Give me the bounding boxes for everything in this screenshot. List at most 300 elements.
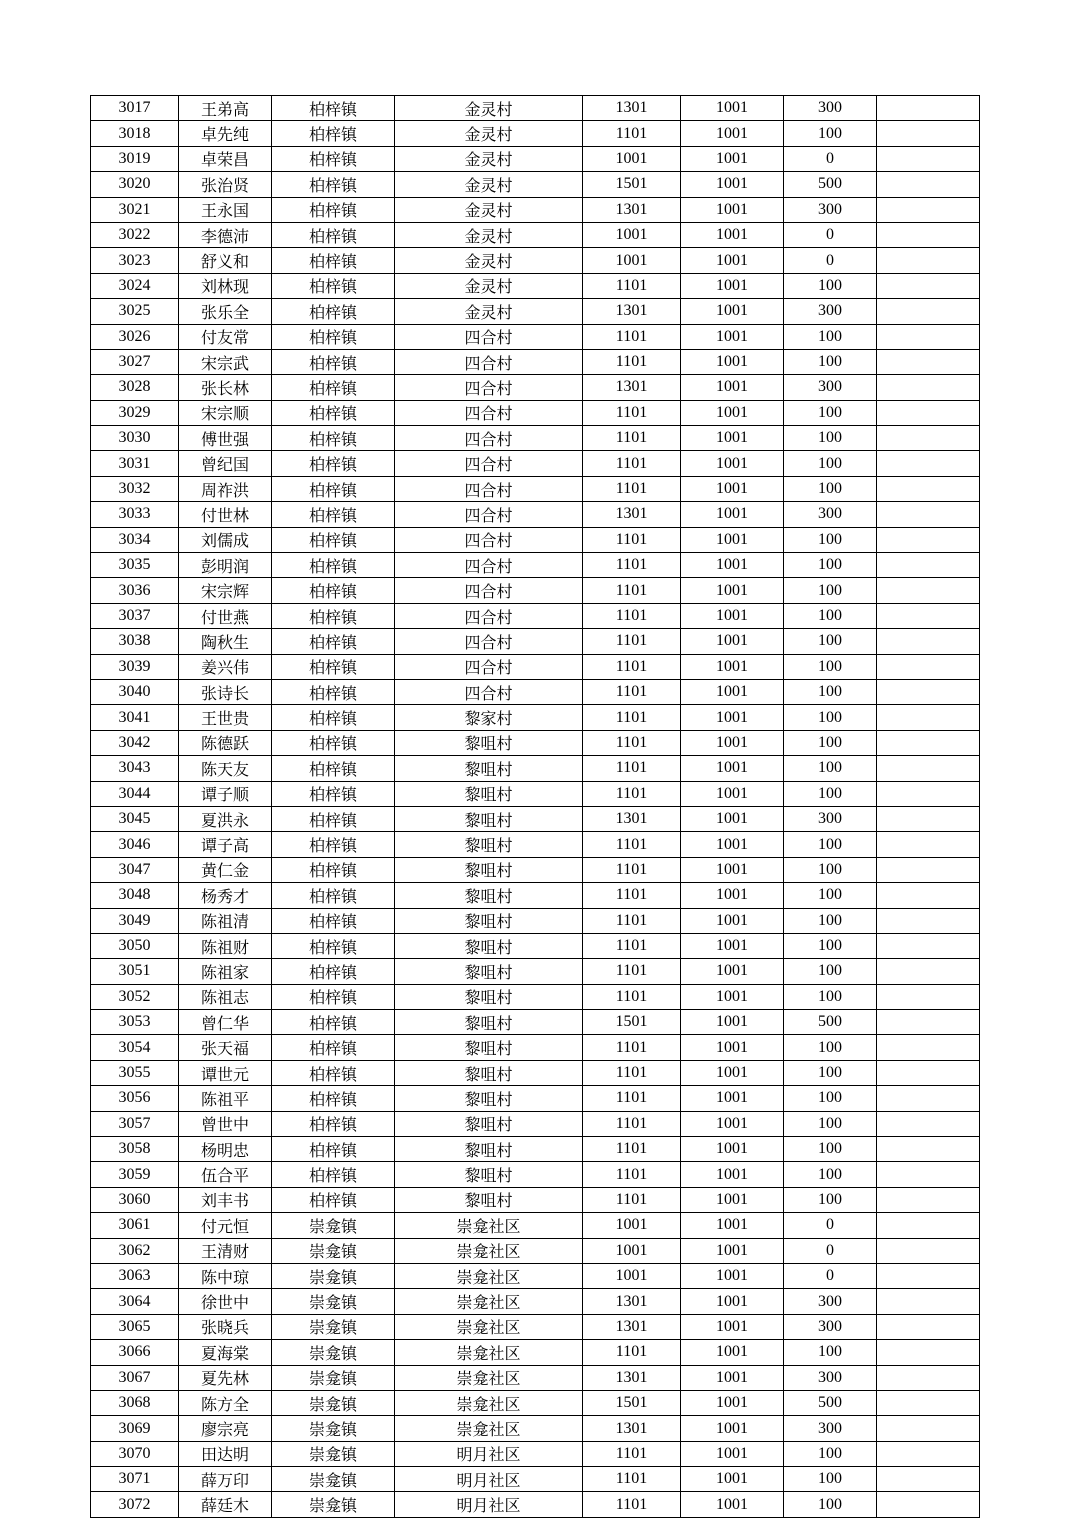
cell-town: 崇龛镇: [272, 1263, 395, 1288]
cell-town: 柏梓镇: [272, 908, 395, 933]
cell-blank: [877, 1441, 980, 1466]
cell-person-name: 张长林: [179, 375, 272, 400]
cell-amount-base: 1001: [681, 1492, 784, 1517]
cell-serial-number: 3072: [91, 1492, 179, 1517]
cell-amount-base: 1001: [681, 1137, 784, 1162]
table-row: [91, 857, 980, 882]
cell-serial-number: 3029: [91, 400, 179, 425]
cell-amount-base: 1001: [681, 679, 784, 704]
cell-amount-base: 1001: [681, 603, 784, 628]
cell-serial-number: 3066: [91, 1340, 179, 1365]
cell-person-name: 夏先林: [179, 1365, 272, 1390]
cell-town: 柏梓镇: [272, 375, 395, 400]
table-row: [91, 222, 980, 247]
cell-amount-standard: 1101: [583, 629, 681, 654]
cell-serial-number: 3067: [91, 1365, 179, 1390]
table-row: [91, 679, 980, 704]
cell-blank: [877, 172, 980, 197]
cell-blank: [877, 299, 980, 324]
cell-town: 崇龛镇: [272, 1314, 395, 1339]
cell-amount-base: 1001: [681, 908, 784, 933]
cell-amount-extra: 100: [784, 578, 877, 603]
cell-amount-standard: 1001: [583, 1263, 681, 1288]
cell-village: 黎咀村: [395, 1010, 583, 1035]
cell-person-name: 陈祖清: [179, 908, 272, 933]
table-row: [91, 705, 980, 730]
cell-village: 四合村: [395, 578, 583, 603]
cell-blank: [877, 324, 980, 349]
cell-blank: [877, 933, 980, 958]
table-row: [91, 1365, 980, 1390]
cell-amount-standard: 1001: [583, 222, 681, 247]
cell-person-name: 刘儒成: [179, 527, 272, 552]
table-row: [91, 933, 980, 958]
cell-amount-standard: 1101: [583, 1035, 681, 1060]
table-row: [91, 1111, 980, 1136]
table-row: [91, 172, 980, 197]
cell-amount-standard: 1101: [583, 1137, 681, 1162]
cell-serial-number: 3027: [91, 349, 179, 374]
cell-village: 四合村: [395, 426, 583, 451]
cell-amount-extra: 100: [784, 553, 877, 578]
cell-town: 柏梓镇: [272, 629, 395, 654]
cell-town: 柏梓镇: [272, 172, 395, 197]
cell-serial-number: 3034: [91, 527, 179, 552]
cell-village: 金灵村: [395, 248, 583, 273]
cell-blank: [877, 1390, 980, 1415]
cell-serial-number: 3036: [91, 578, 179, 603]
cell-person-name: 张乐全: [179, 299, 272, 324]
cell-amount-extra: 500: [784, 1390, 877, 1415]
cell-serial-number: 3021: [91, 197, 179, 222]
table-row: [91, 273, 980, 298]
cell-village: 四合村: [395, 679, 583, 704]
cell-amount-extra: 100: [784, 959, 877, 984]
cell-amount-extra: 300: [784, 299, 877, 324]
cell-blank: [877, 121, 980, 146]
cell-amount-base: 1001: [681, 172, 784, 197]
cell-village: 黎咀村: [395, 1060, 583, 1085]
table-row: [91, 1086, 980, 1111]
cell-person-name: 陈祖财: [179, 933, 272, 958]
cell-amount-extra: 100: [784, 832, 877, 857]
cell-village: 四合村: [395, 553, 583, 578]
cell-person-name: 杨秀才: [179, 883, 272, 908]
cell-amount-standard: 1301: [583, 502, 681, 527]
cell-amount-base: 1001: [681, 375, 784, 400]
cell-person-name: 付世燕: [179, 603, 272, 628]
cell-amount-extra: 100: [784, 857, 877, 882]
cell-town: 柏梓镇: [272, 1035, 395, 1060]
cell-village: 黎咀村: [395, 984, 583, 1009]
cell-amount-base: 1001: [681, 1289, 784, 1314]
cell-serial-number: 3059: [91, 1162, 179, 1187]
cell-amount-extra: 100: [784, 476, 877, 501]
cell-amount-base: 1001: [681, 451, 784, 476]
cell-village: 四合村: [395, 654, 583, 679]
cell-amount-extra: 100: [784, 121, 877, 146]
cell-amount-extra: 100: [784, 1060, 877, 1085]
cell-amount-base: 1001: [681, 654, 784, 679]
cell-village: 金灵村: [395, 96, 583, 121]
cell-amount-extra: 100: [784, 756, 877, 781]
cell-blank: [877, 1213, 980, 1238]
cell-amount-standard: 1101: [583, 578, 681, 603]
cell-serial-number: 3045: [91, 806, 179, 831]
cell-person-name: 傅世强: [179, 426, 272, 451]
cell-town: 柏梓镇: [272, 273, 395, 298]
cell-amount-base: 1001: [681, 1187, 784, 1212]
cell-blank: [877, 400, 980, 425]
cell-amount-extra: 500: [784, 172, 877, 197]
cell-blank: [877, 1111, 980, 1136]
table-row: [91, 654, 980, 679]
cell-person-name: 陈方全: [179, 1390, 272, 1415]
cell-amount-base: 1001: [681, 146, 784, 171]
cell-person-name: 付元恒: [179, 1213, 272, 1238]
cell-serial-number: 3050: [91, 933, 179, 958]
table-row: [91, 730, 980, 755]
cell-amount-standard: 1101: [583, 1060, 681, 1085]
cell-serial-number: 3068: [91, 1390, 179, 1415]
cell-amount-base: 1001: [681, 1416, 784, 1441]
cell-serial-number: 3018: [91, 121, 179, 146]
cell-amount-extra: 100: [784, 908, 877, 933]
table-row: [91, 1340, 980, 1365]
cell-amount-base: 1001: [681, 1263, 784, 1288]
cell-town: 崇龛镇: [272, 1340, 395, 1365]
cell-amount-extra: 300: [784, 1365, 877, 1390]
cell-amount-extra: 100: [784, 400, 877, 425]
cell-amount-standard: 1001: [583, 1238, 681, 1263]
cell-amount-base: 1001: [681, 1467, 784, 1492]
cell-blank: [877, 146, 980, 171]
cell-person-name: 宋宗武: [179, 349, 272, 374]
cell-blank: [877, 1314, 980, 1339]
cell-town: 柏梓镇: [272, 578, 395, 603]
cell-person-name: 陈德跃: [179, 730, 272, 755]
cell-amount-extra: 0: [784, 1238, 877, 1263]
cell-amount-base: 1001: [681, 832, 784, 857]
cell-amount-standard: 1101: [583, 476, 681, 501]
records-table-body: [91, 96, 980, 1518]
cell-blank: [877, 476, 980, 501]
table-row: [91, 502, 980, 527]
cell-village: 四合村: [395, 400, 583, 425]
cell-person-name: 宋宗顺: [179, 400, 272, 425]
cell-town: 柏梓镇: [272, 146, 395, 171]
cell-blank: [877, 1263, 980, 1288]
cell-amount-extra: 300: [784, 806, 877, 831]
cell-town: 崇龛镇: [272, 1441, 395, 1466]
cell-amount-base: 1001: [681, 629, 784, 654]
cell-amount-extra: 100: [784, 629, 877, 654]
cell-person-name: 薛廷木: [179, 1492, 272, 1517]
table-row: [91, 400, 980, 425]
cell-town: 崇龛镇: [272, 1365, 395, 1390]
cell-town: 柏梓镇: [272, 756, 395, 781]
cell-blank: [877, 451, 980, 476]
table-row: [91, 1441, 980, 1466]
cell-village: 金灵村: [395, 172, 583, 197]
cell-amount-extra: 100: [784, 527, 877, 552]
cell-village: 崇龛社区: [395, 1289, 583, 1314]
cell-town: 柏梓镇: [272, 1060, 395, 1085]
cell-amount-standard: 1101: [583, 730, 681, 755]
cell-blank: [877, 248, 980, 273]
cell-amount-base: 1001: [681, 1390, 784, 1415]
cell-amount-base: 1001: [681, 883, 784, 908]
cell-amount-standard: 1101: [583, 273, 681, 298]
cell-serial-number: 3047: [91, 857, 179, 882]
cell-amount-extra: 0: [784, 146, 877, 171]
cell-amount-standard: 1101: [583, 1187, 681, 1212]
cell-serial-number: 3038: [91, 629, 179, 654]
cell-town: 柏梓镇: [272, 857, 395, 882]
cell-serial-number: 3044: [91, 781, 179, 806]
cell-town: 柏梓镇: [272, 1086, 395, 1111]
cell-village: 崇龛社区: [395, 1390, 583, 1415]
cell-serial-number: 3061: [91, 1213, 179, 1238]
cell-amount-base: 1001: [681, 426, 784, 451]
cell-blank: [877, 553, 980, 578]
cell-village: 四合村: [395, 349, 583, 374]
cell-town: 崇龛镇: [272, 1492, 395, 1517]
cell-blank: [877, 1289, 980, 1314]
cell-amount-standard: 1301: [583, 299, 681, 324]
cell-person-name: 彭明润: [179, 553, 272, 578]
cell-blank: [877, 832, 980, 857]
cell-village: 黎咀村: [395, 1086, 583, 1111]
cell-amount-standard: 1101: [583, 908, 681, 933]
cell-amount-base: 1001: [681, 1340, 784, 1365]
cell-village: 金灵村: [395, 197, 583, 222]
cell-amount-base: 1001: [681, 1111, 784, 1136]
cell-amount-base: 1001: [681, 197, 784, 222]
cell-amount-base: 1001: [681, 527, 784, 552]
cell-amount-extra: 100: [784, 349, 877, 374]
cell-blank: [877, 984, 980, 1009]
cell-serial-number: 3030: [91, 426, 179, 451]
cell-person-name: 付世林: [179, 502, 272, 527]
cell-amount-extra: 100: [784, 1162, 877, 1187]
cell-town: 柏梓镇: [272, 553, 395, 578]
cell-blank: [877, 679, 980, 704]
cell-serial-number: 3055: [91, 1060, 179, 1085]
cell-serial-number: 3053: [91, 1010, 179, 1035]
cell-serial-number: 3017: [91, 96, 179, 121]
cell-blank: [877, 349, 980, 374]
cell-amount-standard: 1001: [583, 248, 681, 273]
cell-amount-standard: 1101: [583, 553, 681, 578]
cell-town: 柏梓镇: [272, 121, 395, 146]
cell-amount-standard: 1101: [583, 1162, 681, 1187]
cell-person-name: 陈祖平: [179, 1086, 272, 1111]
cell-amount-base: 1001: [681, 1010, 784, 1035]
cell-amount-base: 1001: [681, 1162, 784, 1187]
cell-town: 柏梓镇: [272, 832, 395, 857]
cell-amount-standard: 1101: [583, 959, 681, 984]
cell-village: 崇龛社区: [395, 1213, 583, 1238]
cell-amount-standard: 1301: [583, 1289, 681, 1314]
cell-amount-extra: 300: [784, 1416, 877, 1441]
cell-town: 柏梓镇: [272, 527, 395, 552]
cell-serial-number: 3046: [91, 832, 179, 857]
cell-town: 柏梓镇: [272, 1010, 395, 1035]
cell-amount-base: 1001: [681, 476, 784, 501]
cell-village: 崇龛社区: [395, 1238, 583, 1263]
cell-serial-number: 3056: [91, 1086, 179, 1111]
cell-amount-base: 1001: [681, 1441, 784, 1466]
cell-blank: [877, 1238, 980, 1263]
table-row: [91, 349, 980, 374]
table-row: [91, 1035, 980, 1060]
cell-town: 柏梓镇: [272, 324, 395, 349]
cell-serial-number: 3019: [91, 146, 179, 171]
cell-serial-number: 3022: [91, 222, 179, 247]
cell-amount-standard: 1101: [583, 857, 681, 882]
cell-person-name: 张诗长: [179, 679, 272, 704]
cell-amount-base: 1001: [681, 806, 784, 831]
cell-amount-standard: 1101: [583, 832, 681, 857]
cell-amount-extra: 100: [784, 324, 877, 349]
cell-blank: [877, 705, 980, 730]
cell-village: 黎咀村: [395, 1111, 583, 1136]
cell-amount-base: 1001: [681, 1086, 784, 1111]
cell-amount-base: 1001: [681, 1365, 784, 1390]
cell-blank: [877, 1162, 980, 1187]
table-row: [91, 426, 980, 451]
cell-serial-number: 3049: [91, 908, 179, 933]
cell-serial-number: 3020: [91, 172, 179, 197]
cell-blank: [877, 197, 980, 222]
cell-person-name: 刘丰书: [179, 1187, 272, 1212]
cell-person-name: 王弟高: [179, 96, 272, 121]
cell-amount-extra: 100: [784, 1441, 877, 1466]
cell-amount-base: 1001: [681, 349, 784, 374]
cell-town: 柏梓镇: [272, 1111, 395, 1136]
cell-serial-number: 3057: [91, 1111, 179, 1136]
cell-blank: [877, 1340, 980, 1365]
cell-amount-standard: 1301: [583, 375, 681, 400]
cell-amount-standard: 1301: [583, 96, 681, 121]
cell-village: 四合村: [395, 451, 583, 476]
cell-amount-extra: 100: [784, 1086, 877, 1111]
cell-blank: [877, 1060, 980, 1085]
cell-blank: [877, 527, 980, 552]
cell-village: 黎咀村: [395, 959, 583, 984]
cell-town: 柏梓镇: [272, 299, 395, 324]
cell-amount-base: 1001: [681, 502, 784, 527]
cell-amount-base: 1001: [681, 857, 784, 882]
cell-serial-number: 3026: [91, 324, 179, 349]
cell-person-name: 周祚洪: [179, 476, 272, 501]
table-row: [91, 146, 980, 171]
cell-serial-number: 3035: [91, 553, 179, 578]
cell-amount-extra: 300: [784, 502, 877, 527]
cell-person-name: 谭子高: [179, 832, 272, 857]
cell-serial-number: 3064: [91, 1289, 179, 1314]
cell-serial-number: 3033: [91, 502, 179, 527]
cell-blank: [877, 908, 980, 933]
cell-amount-extra: 500: [784, 1010, 877, 1035]
cell-amount-extra: 300: [784, 197, 877, 222]
cell-village: 崇龛社区: [395, 1314, 583, 1339]
cell-village: 黎咀村: [395, 806, 583, 831]
table-row: [91, 96, 980, 121]
cell-town: 柏梓镇: [272, 984, 395, 1009]
cell-amount-base: 1001: [681, 400, 784, 425]
table-row: [91, 578, 980, 603]
cell-amount-extra: 0: [784, 222, 877, 247]
cell-town: 柏梓镇: [272, 426, 395, 451]
cell-person-name: 宋宗辉: [179, 578, 272, 603]
cell-town: 柏梓镇: [272, 603, 395, 628]
cell-serial-number: 3023: [91, 248, 179, 273]
cell-amount-extra: 100: [784, 984, 877, 1009]
cell-amount-extra: 100: [784, 451, 877, 476]
table-row: [91, 1187, 980, 1212]
cell-blank: [877, 857, 980, 882]
cell-amount-extra: 100: [784, 1187, 877, 1212]
cell-amount-base: 1001: [681, 578, 784, 603]
table-row: [91, 1390, 980, 1415]
cell-serial-number: 3043: [91, 756, 179, 781]
cell-town: 柏梓镇: [272, 705, 395, 730]
cell-amount-standard: 1301: [583, 1314, 681, 1339]
cell-amount-base: 1001: [681, 984, 784, 1009]
cell-amount-standard: 1301: [583, 197, 681, 222]
cell-amount-standard: 1101: [583, 984, 681, 1009]
cell-amount-base: 1001: [681, 959, 784, 984]
cell-town: 柏梓镇: [272, 781, 395, 806]
table-row: [91, 1492, 980, 1517]
cell-blank: [877, 1492, 980, 1517]
cell-person-name: 王永国: [179, 197, 272, 222]
cell-village: 崇龛社区: [395, 1416, 583, 1441]
cell-blank: [877, 426, 980, 451]
table-row: [91, 883, 980, 908]
cell-town: 柏梓镇: [272, 730, 395, 755]
cell-serial-number: 3028: [91, 375, 179, 400]
cell-village: 黎家村: [395, 705, 583, 730]
table-row: [91, 959, 980, 984]
cell-amount-standard: 1101: [583, 349, 681, 374]
cell-amount-base: 1001: [681, 553, 784, 578]
cell-amount-base: 1001: [681, 1035, 784, 1060]
cell-town: 柏梓镇: [272, 1137, 395, 1162]
cell-person-name: 付友常: [179, 324, 272, 349]
cell-blank: [877, 375, 980, 400]
cell-amount-standard: 1101: [583, 679, 681, 704]
cell-village: 黎咀村: [395, 1162, 583, 1187]
cell-town: 柏梓镇: [272, 679, 395, 704]
cell-town: 崇龛镇: [272, 1416, 395, 1441]
table-row: [91, 476, 980, 501]
cell-village: 崇龛社区: [395, 1340, 583, 1365]
cell-blank: [877, 1467, 980, 1492]
table-row: [91, 908, 980, 933]
cell-person-name: 曾纪国: [179, 451, 272, 476]
table-row: [91, 1467, 980, 1492]
cell-amount-base: 1001: [681, 248, 784, 273]
cell-village: 黎咀村: [395, 857, 583, 882]
records-table: [90, 95, 980, 1518]
table-row: [91, 121, 980, 146]
cell-amount-extra: 100: [784, 1137, 877, 1162]
table-row: [91, 1010, 980, 1035]
cell-amount-standard: 1101: [583, 1086, 681, 1111]
